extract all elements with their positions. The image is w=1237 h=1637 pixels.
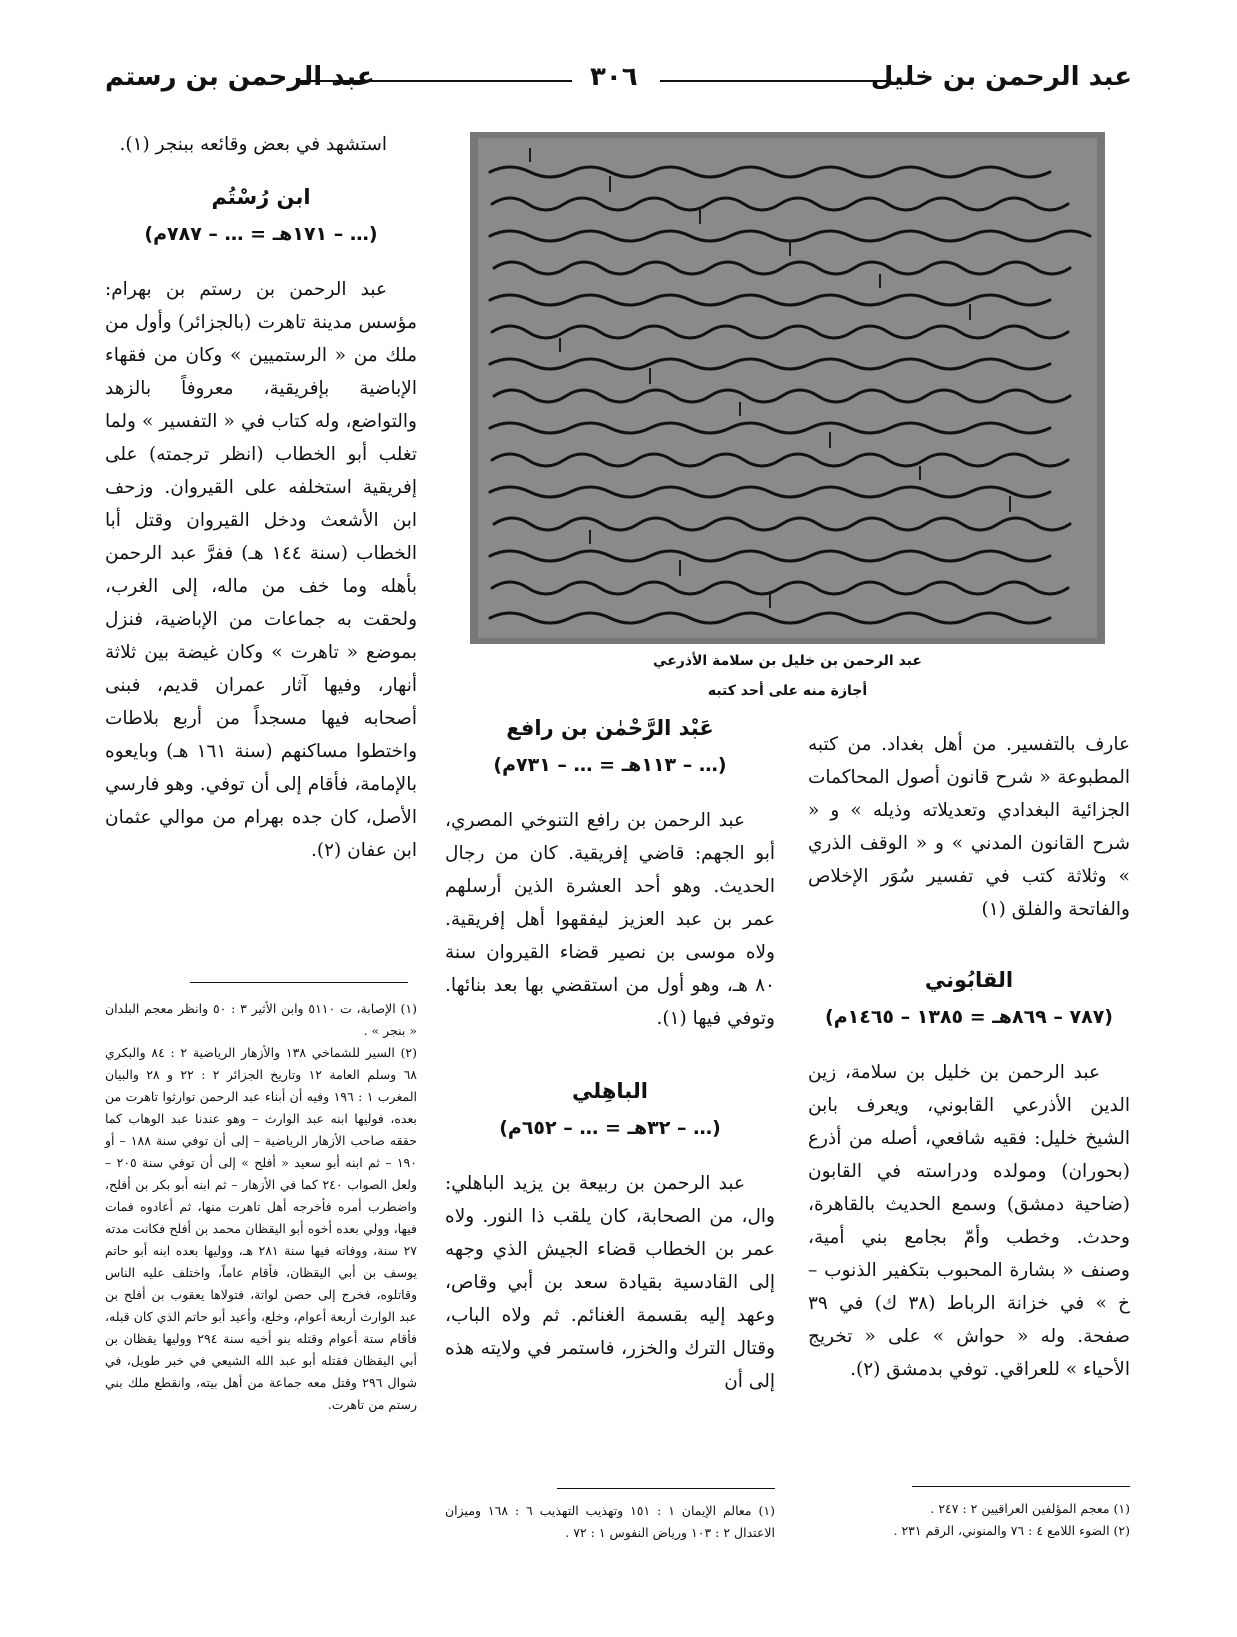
- entry-dates-al-qabuni: (٧٨٧ – ٨٦٩هـ = ١٣٨٥ – ١٤٦٥م): [825, 1006, 1113, 1028]
- manuscript-photo: [470, 132, 1105, 644]
- entry-dates-ibn-rustum: (… – ١٧١هـ = … – ٧٨٧م): [144, 223, 378, 245]
- continued-text: استشهد في بعض وقائعه ببنجر (١).: [119, 134, 387, 155]
- figure-caption-name: عبد الرحمن بن خليل بن سلامة الأذرعي: [653, 653, 922, 669]
- left-column: [105, 128, 417, 867]
- footnote: (٢) السير للشماخي ١٣٨ والأزهار الرياضية ٢ : ٨٤ والبكري ٦٨ وسلم العامة ١٢ وتاريخ الجزائر ٢ : ٢٢ و ٢٨ والبيان المغرب ١ : ١٩٦ وفيه أن أبناء عبد الرحمن توارثوا تاهرت من بعده، فوليها ابنه عبد الوارث – وهو عندنا عبد الوهاب كما حققه صاحب الأزهار الرياضية – إلى أن توفي سنة ١٨٨ – أو ١٩٠ – ثم ابنه أبو سعيد « أفلح » إلى أن توفي سنة ٢٠٥ – ولعل الصواب ٢٤٠ كما في الأزهار – ثم ابنه أبو بكر بن أفلح، واضطرب أمره فأخرجه أهل تاهرت منها، ثم أعادوه فمات فيها، وولي بعده أخوه أبو اليقظان محمد بن أفلح فكانت مدته ٢٧ سنة، ووفاته فيها سنة ٢٨١ هـ، ووليها بعده ابنه أبو حاتم يوسف بن أبي اليقظان، فأقام عاماً، واختلف عليه الناس وقاتلوه، فخرج إلى حصن لواتة، فتولاها يعقوب بن أفلح بن عبد الوارث أربعة أعوام، وخلع، وأعيد أبو حاتم الذي كان قبله، فأقام ستة أعوام وقتله بنو أخيه سنة ٢٩٤ ووليها يقظان بن أبي اليقظان فقتله أبو عبد الله الشيعي في خبر طويل، في شوال ٢٩٦ وقتل معه جماعة من أهل بيته، وانقطع ملك بني رستم من تاهرت.: [105, 1045, 418, 1412]
- right-column: [808, 728, 1130, 1386]
- footnote: (١) الإصابة، ت ٥١١٠ وابن الأثير ٣ : ٥٠ وانظر معجم البلدان « بنجر » .: [105, 1001, 417, 1038]
- footnote-rule-left: [190, 982, 408, 983]
- running-header-right-title: عبد الرحمن بن خليل: [870, 62, 1132, 92]
- running-header-left-title: عبد الرحمن بن رستم: [105, 62, 375, 92]
- figure-caption-note: أجازة منه على أحد كتبه: [707, 683, 868, 699]
- entry-title-ibn-rustum: ابن رُسْتُم: [211, 185, 311, 209]
- header-rule-right: [660, 80, 888, 82]
- footnotes-middle: [445, 1500, 775, 1544]
- footnotes-left: [105, 998, 417, 1416]
- middle-column: [445, 712, 775, 1398]
- footnotes-right: [808, 1498, 1130, 1542]
- entry-title-al-bahili: الباهِلي: [572, 1079, 648, 1103]
- entry-title-al-qabuni: القابُوني: [924, 968, 1014, 992]
- entry-body-al-bahili: عبد الرحمن بن ربيعة بن يزيد الباهلي: وال، من الصحابة، كان يلقب ذا النور. ولاه عمر بن الخطاب قضاء الجيش الذي وجهه إلى القادسية بقيادة سعد بن أبي وقاص، وعهد إليه بقسمة الغنائم. ثم ولاه الباب، وقتال الترك والخزر، فاستمر في ولايته هذه إلى أن: [445, 1173, 775, 1392]
- entry-body-ibn-rustum: عبد الرحمن بن رستم بن بهرام: مؤسس مدينة تاهرت (بالجزائر) وأول من ملك من « الرستميين » وكان من فقهاء الإباضية بإفريقية، معروفاً بالزهد والتواضع، وله كتاب في « التفسير » ولما تغلب أبو الخطاب (انظر ترجمته) على إفريقية استخلفه على القيروان. وزحف ابن الأشعث ودخل القيروان وقتل أبا الخطاب (سنة ١٤٤ هـ) ففرَّ عبد الرحمن بأهله وما خف من ماله، إلى الغرب، ولحقت به جماعات من الإباضية، فنزل بموضع « تاهرت » وكان غيضة بين ثلاثة أنهار، وفيها آثار عمران قديم، فبنى أصحابه فيها مسجداً من أربع بلاطات واختطوا مساكنهم (سنة ١٦١ هـ) وبايعوه بالإمامة، فأقام إلى أن توفي. وهو فارسي الأصل، كان جده بهرام من موالي عثمان ابن عفان (٢).: [105, 279, 418, 861]
- entry-dates-al-bahili: (… – ٣٢هـ = … – ٦٥٢م): [499, 1117, 721, 1139]
- footnote: (١) معالم الإيمان ١ : ١٥١ وتهذيب التهذيب ٦ : ١٦٨ وميزان الاعتدال ٢ : ١٠٣ ورياض النفوس ١ : ٧٢ .: [445, 1503, 775, 1540]
- page-number: ٣٠٦: [590, 62, 638, 92]
- entry-title-ibn-rafi: عَبْد الرَّحْمٰن بن رافع: [506, 716, 714, 740]
- entry-body-al-qabuni: عبد الرحمن بن خليل بن سلامة، زين الدين الأذرعي القابوني، ويعرف بابن الشيخ خليل: فقيه شافعي، أصله من أذرع (بحوران) ومولده ودراسته في القابون (ضاحية دمشق) وسمع الحديث بالقاهرة، وحدث. وخطب وأمّ بجامع بني أمية، وصنف « بشارة المحبوب بتكفير الذنوب – خ » في خزانة الرباط (٣٨ ك) في ٣٩ صفحة. وله « حواش » على « تخريج الأحياء » للعراقي. توفي بدمشق (٢).: [808, 1062, 1130, 1380]
- footnote: (٢) الضوء اللامع ٤ : ٧٦ والمنوني، الرقم ٢٣١ .: [893, 1523, 1130, 1538]
- entry-dates-ibn-rafi: (… – ١١٣هـ = … – ٧٣١م): [493, 754, 727, 776]
- footnote: (١) معجم المؤلفين العراقيين ٢ : ٢٤٧ .: [930, 1501, 1130, 1516]
- footnote-rule-middle: [557, 1488, 775, 1489]
- entry-body-ibn-rafi: عبد الرحمن بن رافع التنوخي المصري، أبو الجهم: قاضي إفريقية. كان من رجال الحديث. وهو أحد العشرة الذين أرسلهم عمر بن عبد العزيز ليفقهوا أهل إفريقية. ولاه موسى بن نصير قضاء القيروان سنة ٨٠ هـ، وهو أول من استقضي بها بعد بنائها. وتوفي فيها (١).: [445, 810, 775, 1029]
- footnote-rule-right: [912, 1486, 1130, 1487]
- manuscript-image: [470, 132, 1105, 644]
- continued-text: عارف بالتفسير. من أهل بغداد. من كتبه المطبوعة « شرح قانون أصول المحاكمات الجزائية البغدادي وتعديلاته وذيله » و « شرح القانون المدني » و « الوقف الذري » وثلاثة كتب في تفسير سُوَر الإخلاص والفاتحة والفلق (١): [808, 734, 1130, 920]
